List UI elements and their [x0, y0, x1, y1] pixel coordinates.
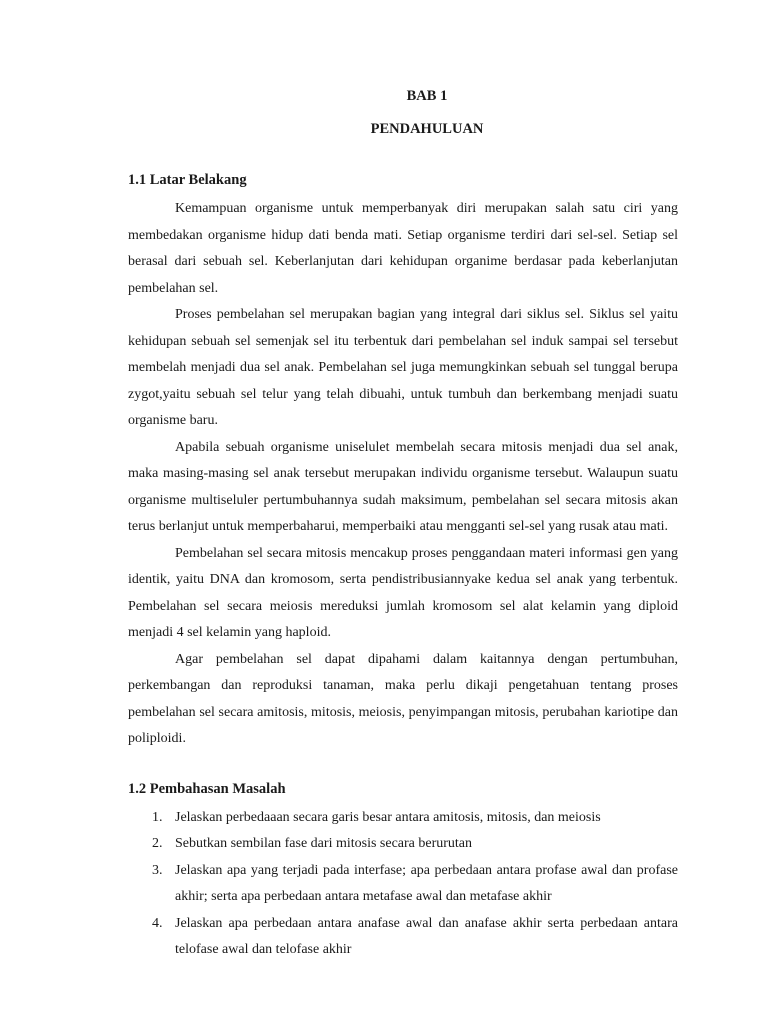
section-heading-latar-belakang: 1.1 Latar Belakang	[128, 172, 247, 188]
document-body	[128, 170, 678, 964]
list-item	[128, 911, 678, 964]
paragraph: Pembelahan sel secara mitosis mencakup proses penggandaan materi informasi gen yang identik, yaitu DNA dan kromosom, serta pendistribusiannyake kedua sel anak yang terbentuk. Pembelahan sel secara meiosis mereduksi jumlah kromosom sel alat kelamin yang diploid menjadi 4 sel kelamin yang haploid.	[128, 545, 678, 640]
list-item-text: Sebutkan sembilan fase dari mitosis secara berurutan	[175, 836, 473, 851]
chapter-title: PENDAHULUAN	[370, 121, 484, 137]
section-heading-pembahasan-masalah: 1.2 Pembahasan Masalah	[128, 780, 286, 797]
list-number: 2.	[152, 836, 163, 851]
question-list	[128, 805, 678, 964]
chapter-number: BAB 1	[406, 88, 448, 104]
list-number: 3.	[152, 862, 163, 878]
list-item-text: Jelaskan apa perbedaan antara anafase awal dan anafase akhir serta perbedaan antara telofase awal dan telofase akhir	[175, 915, 678, 957]
list-item-text: Jelaskan apa yang terjadi pada interfase; apa perbedaan antara profase awal dan profase akhir; serta apa perbedaan antara metafase awal dan metafase akhir	[175, 862, 678, 904]
list-item	[128, 858, 678, 911]
list-item	[128, 805, 678, 832]
list-item	[128, 831, 678, 858]
paragraph: Apabila sebuah organisme uniselulet membelah secara mitosis menjadi dua sel anak, maka masing-masing sel anak tersebut merupakan individu organisme tersebut. Walaupun suatu organisme multiseluler pertumbuhannya sudah maksimum, pembelahan sel secara mitosis akan terus berlanjut untuk memperbaharui, memperbaiki atau mengganti sel-sel yang rusak atau mati.	[128, 439, 678, 534]
paragraph: Agar pembelahan sel dapat dipahami dalam kaitannya dengan pertumbuhan, perkembangan dan reproduksi tanaman, maka perlu dikaji pengetahuan tentang proses pembelahan sel secara amitosis, mitosis, meiosis, penyimpangan mitosis, perubahan kariotipe dan poliploidi.	[128, 651, 678, 746]
list-item-text: Jelaskan perbedaaan secara garis besar antara amitosis, mitosis, dan meiosis	[175, 809, 601, 825]
list-number: 4.	[152, 915, 163, 931]
list-number: 1.	[152, 809, 163, 825]
paragraph: Proses pembelahan sel merupakan bagian yang integral dari siklus sel. Siklus sel yaitu kehidupan sebuah sel semenjak sel itu terbentuk dari pembelahan sel induk sampai sel tersebut membelah menjadi dua sel anak. Pembelahan sel juga memungkinkan sebuah sel tunggal berupa zygot,yaitu sebuah sel telur yang telah dibuahi, untuk tumbuh dan berkembang menjadi suatu organisme baru.	[128, 307, 678, 428]
paragraph: Kemampuan organisme untuk memperbanyak diri merupakan salah satu ciri yang membedakan organisme hidup dati benda mati. Setiap organisme terdiri dari sel-sel. Setiap sel berasal dari sebuah sel. Keberlanjutan dari kehidupan organime berdasar pada keberlanjutan pembelahan sel.	[128, 201, 678, 296]
